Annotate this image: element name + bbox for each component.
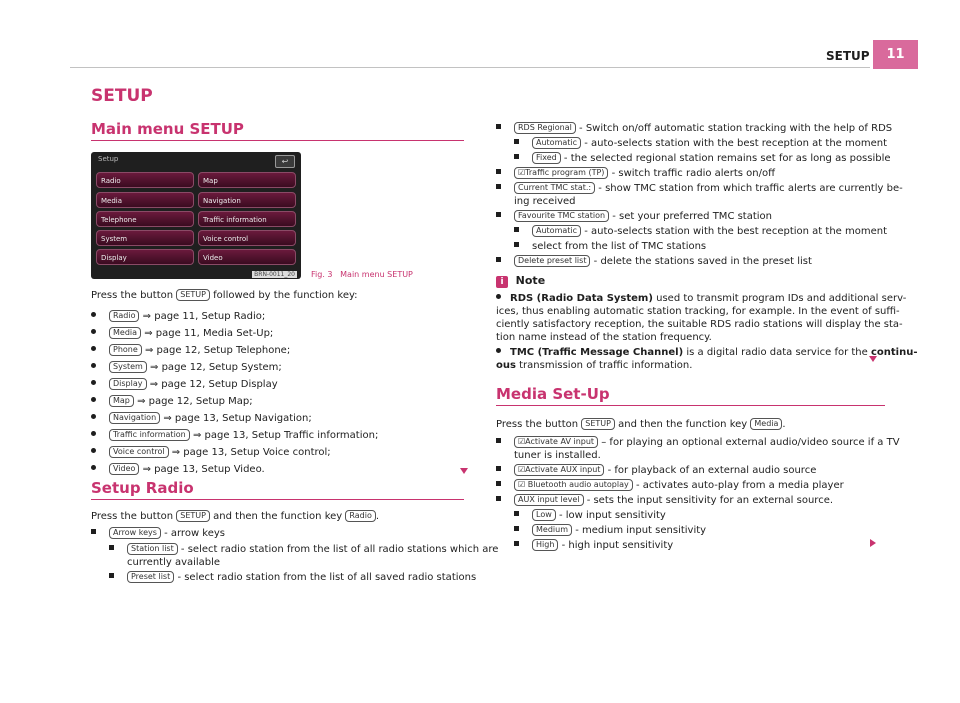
list-item-text: ⇒ page 13, Setup Navigation; [163, 413, 312, 424]
list-item [514, 240, 706, 253]
list-item-text: - the selected regional station remains set for as long as possible [563, 153, 891, 164]
list-item-text: ⇒ page 13, Setup Voice control; [171, 447, 331, 458]
list-item [496, 436, 900, 449]
list-item [91, 395, 253, 408]
section-end-icon [869, 356, 877, 362]
note-item [496, 346, 918, 359]
key-label: Preset list [127, 571, 174, 583]
screen-button-radio: Radio [96, 172, 194, 188]
note-line: tion name instead of the station frequency. [496, 332, 712, 343]
note-title: Note [515, 274, 546, 287]
screen-button-media: Media [96, 192, 194, 208]
key-setup: SETUP [581, 418, 615, 430]
bullet-icon [496, 481, 501, 486]
list-item [496, 210, 772, 223]
list-item-text: - sets the input sensitivity for an external source. [586, 495, 834, 506]
bullet-icon [91, 346, 96, 351]
bullet-icon [496, 438, 501, 443]
header-rule [70, 67, 870, 68]
back-arrow-icon: ↩ [275, 155, 295, 168]
bullet-icon [91, 380, 96, 385]
screen-title: Setup [98, 155, 119, 163]
note-bold-2: continu- [870, 347, 918, 358]
bullet-icon [514, 511, 519, 516]
list-item [514, 152, 891, 165]
list-item [91, 378, 278, 391]
key-label: Video [109, 463, 139, 475]
key-label: RDS Regional [514, 122, 576, 134]
screen-button-navigation: Navigation [198, 192, 296, 208]
heading-rule [91, 140, 464, 141]
key-label: ☑Activate AUX input [514, 464, 604, 476]
list-item-continuation: tuner is installed. [514, 450, 601, 461]
list-item [496, 255, 812, 268]
bullet-icon [496, 466, 501, 471]
list-item-text: select from the list of TMC stations [532, 241, 707, 252]
key-setup: SETUP [176, 289, 210, 301]
list-item [496, 167, 775, 180]
key-label: ☑Traffic program (TP) [514, 167, 608, 179]
bullet-icon [91, 414, 96, 419]
heading-main-menu: Main menu SETUP [91, 120, 244, 138]
list-item [514, 225, 887, 238]
screen-button-map: Map [198, 172, 296, 188]
list-item-text: - high input sensitivity [561, 540, 674, 551]
list-item-text: - select radio station from the list of all radio stations which are [180, 544, 499, 555]
bullet-icon [91, 431, 96, 436]
media-intro [496, 418, 786, 431]
key-radio: Radio [345, 510, 375, 522]
page-number-badge: 11 [873, 40, 918, 69]
key-label: Automatic [532, 137, 581, 149]
key-label: Phone [109, 344, 142, 356]
bullet-icon [496, 124, 501, 129]
key-label: Medium [532, 524, 572, 536]
bullet-icon [496, 348, 501, 353]
list-item [514, 137, 887, 150]
key-label: Delete preset list [514, 255, 590, 267]
bullet-icon [514, 541, 519, 546]
bullet-icon [514, 139, 519, 144]
list-item [496, 494, 833, 507]
media-intro-text-2: and then the function key [618, 419, 748, 430]
figure-label: Fig. 3 [311, 270, 333, 279]
bullet-icon [109, 573, 114, 578]
radio-intro-text: Press the button [91, 511, 174, 522]
bullet-icon [91, 529, 96, 534]
continue-arrow-icon [870, 539, 876, 547]
bullet-icon [496, 496, 501, 501]
note-text: is a digital radio data service for the [686, 347, 868, 358]
screen-button-video: Video [198, 249, 296, 265]
list-item-text: ⇒ page 12, Setup Display [149, 379, 278, 390]
radio-intro-period: . [375, 511, 380, 522]
list-item-text: ⇒ page 12, Setup Telephone; [144, 345, 291, 356]
note-text-2: transmission of traffic information. [519, 360, 693, 371]
list-item-text: - auto-selects station with the best reception at the moment [584, 138, 887, 149]
section-end-icon [460, 468, 468, 474]
key-label: Navigation [109, 412, 160, 424]
list-item-text: - set your preferred TMC station [612, 211, 773, 222]
key-label: Voice control [109, 446, 169, 458]
list-item [109, 543, 498, 556]
bullet-icon [91, 312, 96, 317]
radio-intro [91, 510, 379, 523]
key-media: Media [750, 418, 782, 430]
list-item-text: – for playing an optional external audio/video source if a TV [601, 437, 900, 448]
key-label: System [109, 361, 147, 373]
list-item [514, 539, 673, 552]
intro-paragraph [91, 289, 358, 302]
list-item-text: ⇒ page 13, Setup Traffic information; [192, 430, 379, 441]
list-item [91, 361, 282, 374]
list-item [514, 524, 706, 537]
note-bold: TMC (Traffic Message Channel) [510, 347, 684, 358]
list-item [109, 571, 476, 584]
key-label: Current TMC stat.: [514, 182, 595, 194]
bullet-icon [514, 242, 519, 247]
key-label: Station list [127, 543, 178, 555]
key-setup: SETUP [176, 510, 210, 522]
bullet-icon [91, 397, 96, 402]
bullet-icon [496, 294, 501, 299]
key-label: ☑ Bluetooth audio autoplay [514, 479, 633, 491]
intro-text-2: followed by the function key: [213, 290, 358, 301]
bullet-icon [91, 448, 96, 453]
key-label: Automatic [532, 225, 581, 237]
list-item [91, 344, 290, 357]
list-item-text: - for playback of an external audio source [607, 465, 817, 476]
note-item [496, 292, 906, 305]
bullet-icon [109, 545, 114, 550]
list-item-continuation: ing received [514, 196, 576, 207]
list-item [514, 509, 666, 522]
heading-media-setup: Media Set-Up [496, 385, 610, 403]
list-item-text: ⇒ page 12, Setup Map; [137, 396, 253, 407]
key-label: Arrow keys [109, 527, 161, 539]
page-title: SETUP [91, 86, 153, 106]
list-item [496, 464, 816, 477]
screen-button-display: Display [96, 249, 194, 265]
media-intro-period: . [782, 419, 786, 430]
note-bold-3: ous [496, 360, 516, 371]
bullet-icon [496, 257, 501, 262]
info-icon: i [496, 276, 508, 288]
bullet-icon [514, 154, 519, 159]
key-label: Traffic information [109, 429, 190, 441]
key-label: Media [109, 327, 141, 339]
key-label: AUX input level [514, 494, 584, 506]
key-label: High [532, 539, 558, 551]
key-label: ☑Activate AV input [514, 436, 598, 448]
heading-rule [91, 499, 464, 500]
list-item-text: ⇒ page 12, Setup System; [150, 362, 282, 373]
list-item-text: - delete the stations saved in the preset list [593, 256, 812, 267]
list-item [496, 122, 892, 135]
list-item-text: - activates auto-play from a media player [635, 480, 844, 491]
key-label: Fixed [532, 152, 561, 164]
bullet-icon [91, 465, 96, 470]
intro-text: Press the button [91, 290, 174, 301]
image-code: BRN-0011_20 [254, 271, 295, 278]
bullet-icon [496, 212, 501, 217]
bullet-icon [91, 363, 96, 368]
screen-button-voice-control: Voice control [198, 230, 296, 246]
list-item [91, 463, 265, 476]
list-item [91, 327, 273, 340]
list-item [496, 479, 844, 492]
list-item-text: - medium input sensitivity [575, 525, 707, 536]
list-item-text: ⇒ page 11, Media Set-Up; [144, 328, 274, 339]
bullet-icon [514, 227, 519, 232]
note-bold: RDS (Radio Data System) [510, 293, 653, 304]
running-header-title: SETUP [826, 49, 870, 63]
key-label: Radio [109, 310, 139, 322]
list-item [91, 527, 225, 540]
note-line: ices, thus enabling automatic station tracking, for example. In the event of suffi- [496, 306, 900, 317]
list-item-text: - show TMC station from which traffic alerts are currently be- [598, 183, 903, 194]
list-item [91, 310, 265, 323]
key-label: Low [532, 509, 556, 521]
list-item-text: - switch traffic radio alerts on/off [611, 168, 775, 179]
screen-button-telephone: Telephone [96, 211, 194, 227]
heading-setup-radio: Setup Radio [91, 479, 194, 497]
radio-intro-text-2: and then the function key [213, 511, 343, 522]
key-label: Map [109, 395, 134, 407]
screen-button-traffic-information: Traffic information [198, 211, 296, 227]
list-item [496, 182, 903, 195]
bullet-icon [91, 329, 96, 334]
figure-caption [311, 270, 413, 279]
list-item-text: - low input sensitivity [558, 510, 666, 521]
note-text: used to transmit program IDs and additional serv- [656, 293, 907, 304]
list-item-continuation: currently available [127, 557, 221, 568]
bullet-icon [514, 526, 519, 531]
note-line [496, 359, 692, 372]
list-item-text: ⇒ page 11, Setup Radio; [142, 311, 266, 322]
list-item [91, 429, 378, 442]
list-item [91, 412, 312, 425]
list-item-text: - select radio station from the list of all saved radio stations [177, 572, 477, 583]
screen-button-system: System [96, 230, 194, 246]
list-item-text: - auto-selects station with the best reception at the moment [584, 226, 887, 237]
list-item-text: - Switch on/off automatic station tracking with the help of RDS [579, 123, 893, 134]
note-line: ciently satisfactory reception, the suitable RDS radio stations will display the sta- [496, 319, 903, 330]
bullet-icon [496, 184, 501, 189]
key-label: Display [109, 378, 147, 390]
media-intro-text: Press the button [496, 419, 579, 430]
setup-screen-image [91, 152, 301, 279]
list-item-text: - arrow keys [164, 528, 226, 539]
key-label: Favourite TMC station [514, 210, 609, 222]
note-heading [496, 274, 545, 288]
list-item [91, 446, 331, 459]
list-item-text: ⇒ page 13, Setup Video. [142, 464, 265, 475]
figure-caption-text: Main menu SETUP [340, 270, 413, 279]
bullet-icon [496, 169, 501, 174]
heading-rule [496, 405, 885, 406]
